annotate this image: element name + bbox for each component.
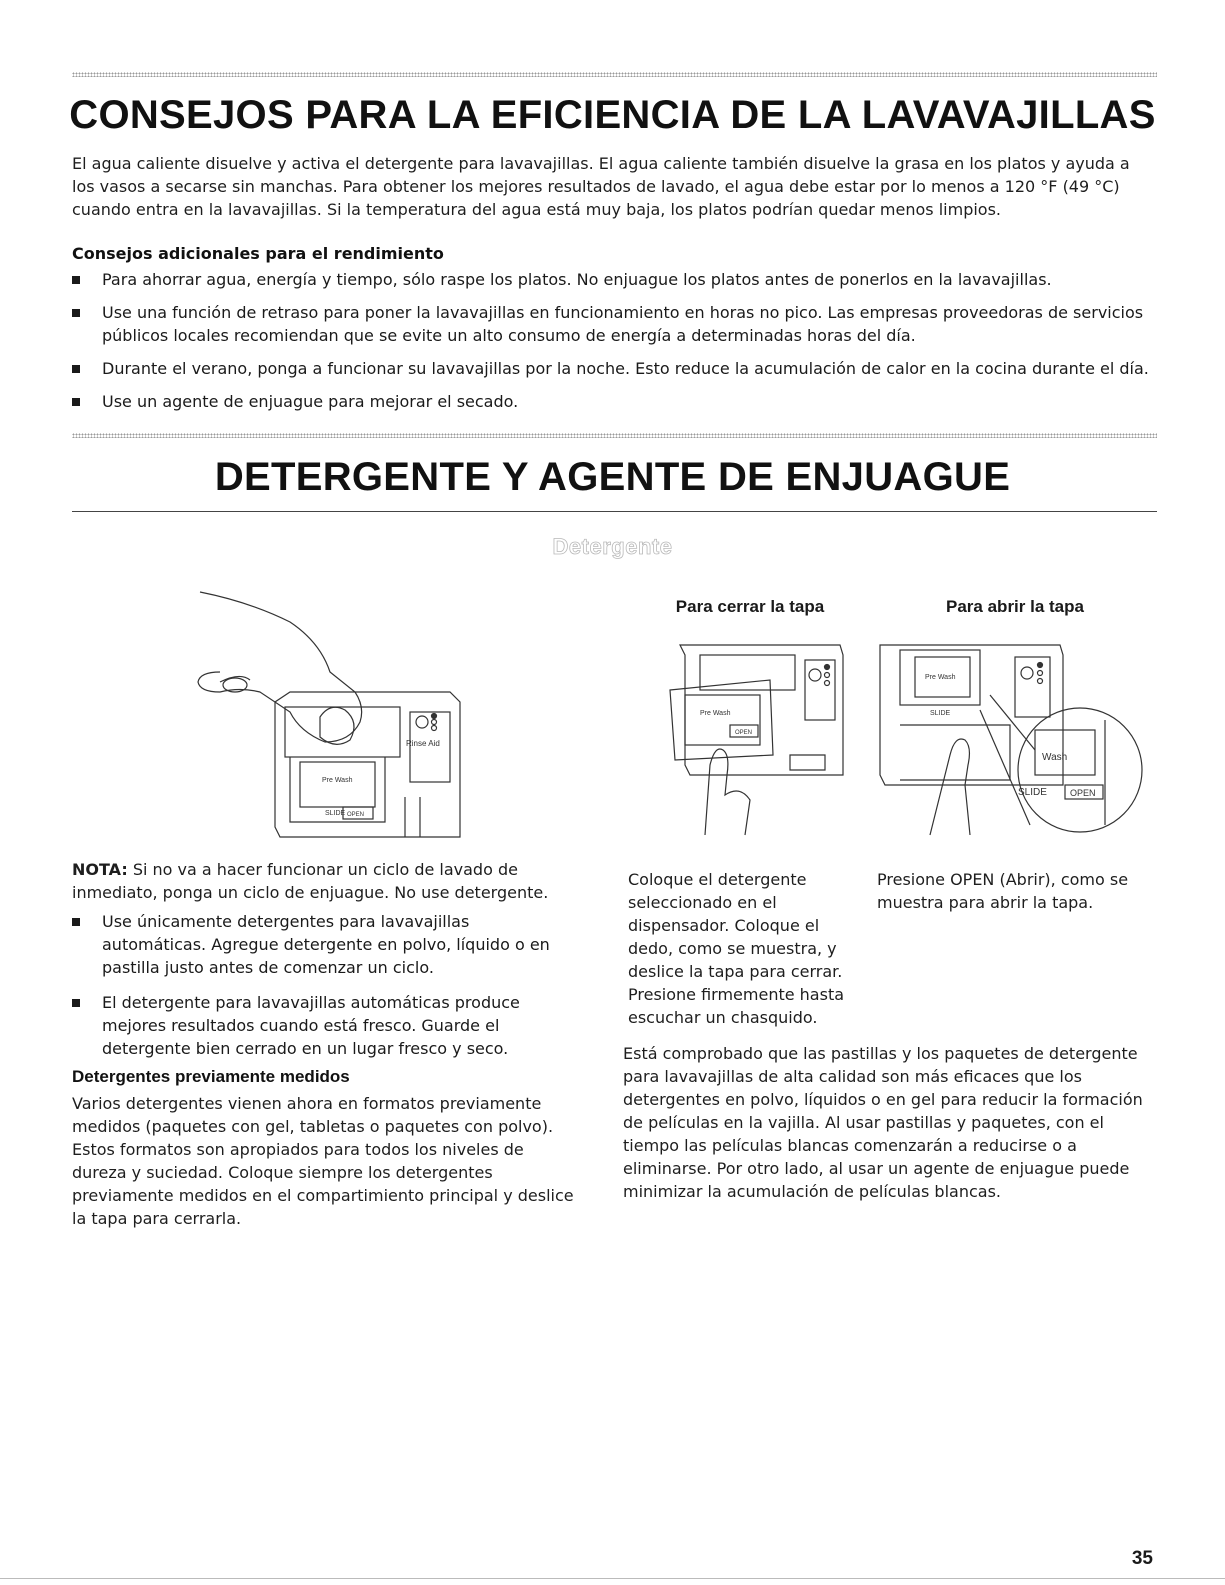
magnified-open-label: OPEN xyxy=(1070,788,1096,798)
bullet-square-icon xyxy=(72,276,80,284)
list-item-text: Para ahorrar agua, energía y tiempo, sólo raspe los platos. No enjuague los platos antes de ponerlos en la lavavajillas. xyxy=(102,270,1052,289)
slide-label: SLIDE xyxy=(325,810,346,817)
top-dotted-rule xyxy=(72,72,1157,77)
open-slide-label: SLIDE xyxy=(930,710,951,717)
list-item xyxy=(72,910,572,979)
premeasured-heading: Detergentes previamente medidos xyxy=(72,1067,350,1086)
list-item xyxy=(72,268,1157,291)
list-item xyxy=(72,991,572,1060)
magnified-slide-label: SLIDE xyxy=(1018,787,1047,798)
bullet-square-icon xyxy=(72,918,80,926)
detergent-tips-list xyxy=(72,910,572,1060)
note-paragraph xyxy=(72,858,552,904)
note-label: NOTA: xyxy=(72,860,128,879)
section-title-efficiency: CONSEJOS PARA LA EFICIENCIA DE LA LAVAVAJILLAS xyxy=(69,93,1156,137)
bullet-square-icon xyxy=(72,398,80,406)
bullet-square-icon xyxy=(72,309,80,317)
open-pre-wash-label: Pre Wash xyxy=(925,674,956,681)
pre-wash-label: Pre Wash xyxy=(322,777,353,784)
premeasured-paragraph: Varios detergentes vienen ahora en formatos previamente medidos (paquetes con gel, tabletas o paquetes con polvo). Estos formatos son apropiados para todos los niveles de dureza y suciedad. Coloque siempre los detergentes previamente medidos en el compartimiento principal y deslice la tapa para cerrarla. xyxy=(72,1094,574,1228)
list-item xyxy=(72,357,1157,380)
open-lid-instructions: Presione OPEN (Abrir), como se muestra para abrir la tapa. xyxy=(877,870,1129,912)
section-title-detergent: DETERGENTE Y AGENTE DE ENJUAGUE xyxy=(214,455,1011,499)
list-item-text: El detergente para lavavajillas automáticas produce mejores resultados cuando está fresco. Guarde el detergente bien cerrado en un lugar fresco y seco. xyxy=(102,993,520,1058)
section-rule xyxy=(72,511,1157,512)
performance-subheading: Consejos adicionales para el rendimiento xyxy=(72,244,444,263)
close-lid-caption: Para cerrar la tapa xyxy=(675,597,825,616)
pods-paragraph: Está comprobado que las pastillas y los paquetes de detergente para lavavajillas de alta calidad son más eficaces que los detergentes en polvo, líquidos o en gel para reducir la formación de películas en la vajilla. Al usar pastillas y paquetes, con el tiempo las películas blancas comenzarán a reducirse o a eliminarse. Por otro lado, al usar un agente de enjuague puede minimizar la acumulación de películas blancas. xyxy=(623,1044,1143,1201)
page-number: 35 xyxy=(1131,1548,1153,1569)
performance-tips-list xyxy=(72,268,1157,413)
list-item xyxy=(72,390,1157,413)
efficiency-intro: El agua caliente disuelve y activa el detergente para lavavajillas. El agua caliente también disuelve la grasa en los platos y ayuda a los vasos a secarse sin manchas. Para obtener los mejores resultados de lavado, el agua debe estar por lo menos a 120 °F (49 °C) cuando entra en la lavavajillas. Si la temperatura del agua está muy baja, los platos podrían quedar menos limpios. xyxy=(72,154,1130,219)
detergent-subtitle: Detergente xyxy=(552,534,673,559)
dispenser-fill-illustration xyxy=(180,582,480,852)
bullet-square-icon xyxy=(72,365,80,373)
close-open-label: OPEN xyxy=(735,730,753,736)
magnified-wash-label: Wash xyxy=(1042,752,1068,763)
middle-dotted-rule xyxy=(72,433,1157,438)
list-item-text: Use un agente de enjuague para mejorar el secado. xyxy=(102,392,519,411)
open-lid-caption: Para abrir la tapa xyxy=(946,597,1084,616)
close-pre-wash-label: Pre Wash xyxy=(700,710,731,717)
list-item xyxy=(72,301,1157,347)
list-item-text: Durante el verano, ponga a funcionar su lavavajillas por la noche. Esto reduce la acumulación de calor en la cocina durante el día. xyxy=(102,359,1149,378)
note-text: Si no va a hacer funcionar un ciclo de lavado de inmediato, ponga un ciclo de enjuague. No use detergente. xyxy=(72,860,549,902)
list-item-text: Use una función de retraso para poner la lavavajillas en funcionamiento en horas no pico. Las empresas proveedoras de servicios públicos locales recomiendan que se evite un alto consumo de energía a determinadas horas del día. xyxy=(102,303,1144,345)
bullet-square-icon xyxy=(72,999,80,1007)
open-label: OPEN xyxy=(347,812,365,818)
rinse-aid-label: Rinse Aid xyxy=(406,739,440,748)
list-item-text: Use únicamente detergentes para lavavajillas automáticas. Agregue detergente en polvo, líquido o en pastilla justo antes de comenzar un ciclo. xyxy=(102,912,550,977)
bottom-rule xyxy=(0,1578,1225,1579)
open-lid-illustration xyxy=(870,635,1145,860)
close-lid-instructions: Coloque el detergente seleccionado en el dispensador. Coloque el dedo, como se muestra, y deslice la tapa para cerrar. Presione firmemente hasta escuchar un chasquido. xyxy=(628,870,845,1027)
close-lid-illustration xyxy=(655,635,855,845)
